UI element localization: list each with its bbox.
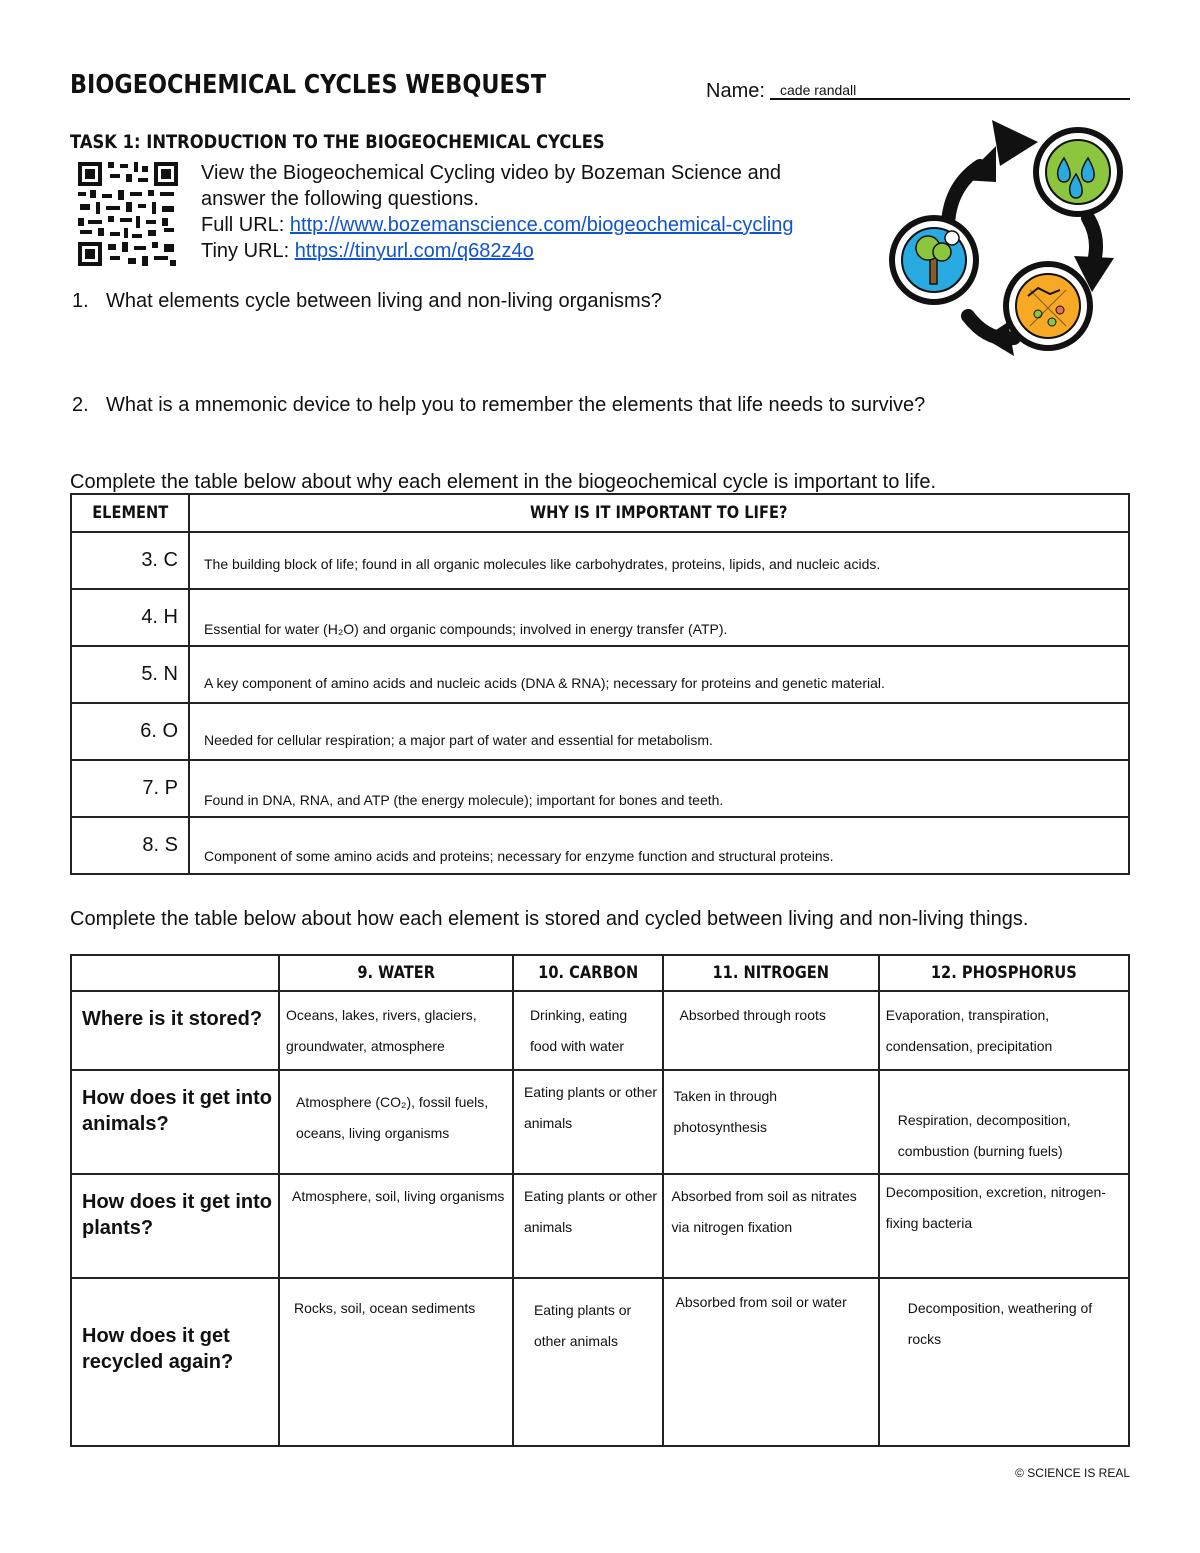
name-field[interactable]: cade randall bbox=[780, 82, 857, 98]
qr-code-icon bbox=[76, 160, 180, 268]
column-header: ELEMENT bbox=[71, 494, 189, 532]
table-row bbox=[71, 991, 1129, 1070]
answer-cell[interactable]: Atmosphere, soil, living organisms bbox=[279, 1174, 513, 1278]
answer-cell[interactable]: A key component of amino acids and nucleic acids (DNA & RNA); necessary for proteins and genetic material. bbox=[189, 646, 1129, 703]
task-instructions bbox=[201, 160, 793, 264]
row-header: How does it get into plants? bbox=[71, 1174, 279, 1278]
element-label: 3. C bbox=[71, 532, 189, 589]
column-header-nitrogen: 11. NITROGEN bbox=[663, 955, 879, 991]
table-row bbox=[71, 1070, 1129, 1174]
table1-instructions: Complete the table below about why each element in the biogeochemical cycle is important to life. bbox=[70, 471, 937, 493]
table-header-row bbox=[71, 494, 1129, 532]
table-row bbox=[71, 703, 1129, 760]
answer-cell[interactable]: Eating plants or other animals bbox=[513, 1278, 663, 1446]
answer-cell[interactable]: Eating plants or other animals bbox=[513, 1174, 663, 1278]
element-importance-table bbox=[70, 493, 1130, 875]
question-1 bbox=[72, 290, 662, 313]
table-row bbox=[71, 646, 1129, 703]
column-header-carbon: 10. CARBON bbox=[513, 955, 663, 991]
column-header-water: 9. WATER bbox=[279, 955, 513, 991]
name-line bbox=[770, 98, 1130, 100]
element-label: 6. O bbox=[71, 703, 189, 760]
question-number: 1. bbox=[72, 290, 89, 312]
answer-cell[interactable]: Needed for cellular respiration; a major part of water and essential for metabolism. bbox=[189, 703, 1129, 760]
tiny-url-label: Tiny URL: bbox=[201, 240, 295, 262]
answer-cell[interactable]: Component of some amino acids and proteins; necessary for enzyme function and structural proteins. bbox=[189, 817, 1129, 874]
question-text: What is a mnemonic device to help you to remember the elements that life needs to survive? bbox=[106, 394, 926, 416]
answer-cell[interactable]: Found in DNA, RNA, and ATP (the energy molecule); important for bones and teeth. bbox=[189, 760, 1129, 817]
answer-cell[interactable]: Respiration, decomposition, combustion (burning fuels) bbox=[879, 1070, 1129, 1174]
element-cycling-table bbox=[70, 954, 1130, 1447]
answer-cell[interactable]: Decomposition, excretion, nitrogen-fixing bacteria bbox=[879, 1174, 1129, 1278]
instruction-line-2: answer the following questions. bbox=[201, 188, 479, 210]
row-header: Where is it stored? bbox=[71, 991, 279, 1070]
task-heading: TASK 1: INTRODUCTION TO THE BIOGEOCHEMICAL CYCLES bbox=[70, 131, 605, 153]
answer-cell[interactable]: Evaporation, transpiration, condensation, precipitation bbox=[879, 991, 1129, 1070]
table-row bbox=[71, 817, 1129, 874]
answer-cell[interactable]: Atmosphere (CO₂), fossil fuels, oceans, living organisms bbox=[279, 1070, 513, 1174]
table-header-row bbox=[71, 955, 1129, 991]
biogeochemical-cycle-icon bbox=[888, 116, 1133, 356]
row-header: How does it get into animals? bbox=[71, 1070, 279, 1174]
question-2 bbox=[72, 394, 925, 417]
answer-cell[interactable]: Taken in through photosynthesis bbox=[663, 1070, 879, 1174]
table-row bbox=[71, 760, 1129, 817]
answer-cell[interactable]: Rocks, soil, ocean sediments bbox=[279, 1278, 513, 1446]
table2-instructions: Complete the table below about how each element is stored and cycled between living and non-living things. bbox=[70, 908, 1029, 930]
element-label: 5. N bbox=[71, 646, 189, 703]
question-number: 2. bbox=[72, 394, 89, 416]
column-header-phosphorus: 12. PHOSPHORUS bbox=[879, 955, 1129, 991]
element-label: 4. H bbox=[71, 589, 189, 646]
answer-cell[interactable]: Essential for water (H₂O) and organic compounds; involved in energy transfer (ATP). bbox=[189, 589, 1129, 646]
question-text: What elements cycle between living and non-living organisms? bbox=[106, 290, 662, 312]
copyright-footer: © SCIENCE IS REAL bbox=[1015, 1466, 1130, 1480]
tiny-url-row bbox=[201, 238, 793, 264]
column-header: WHY IS IT IMPORTANT TO LIFE? bbox=[189, 494, 1129, 532]
element-label: 8. S bbox=[71, 817, 189, 874]
element-label: 7. P bbox=[71, 760, 189, 817]
answer-cell[interactable]: Decomposition, weathering of rocks bbox=[879, 1278, 1129, 1446]
row-header: How does it get recycled again? bbox=[71, 1278, 279, 1446]
table-row bbox=[71, 1278, 1129, 1446]
table-row bbox=[71, 1174, 1129, 1278]
answer-cell[interactable]: Oceans, lakes, rivers, glaciers, groundwater, atmosphere bbox=[279, 991, 513, 1070]
page-title: BIOGEOCHEMICAL CYCLES WEBQUEST bbox=[70, 70, 547, 100]
table-row bbox=[71, 532, 1129, 589]
full-url-row bbox=[201, 212, 793, 238]
decomposition-icon bbox=[1006, 264, 1090, 348]
column-header bbox=[71, 955, 279, 991]
answer-cell[interactable]: Drinking, eating food with water bbox=[513, 991, 663, 1070]
answer-cell[interactable]: Absorbed from soil as nitrates via nitrogen fixation bbox=[663, 1174, 879, 1278]
answer-cell[interactable]: Absorbed from soil or water bbox=[663, 1278, 879, 1446]
tree-co2-icon bbox=[892, 218, 976, 302]
answer-cell[interactable]: Eating plants or other animals bbox=[513, 1070, 663, 1174]
answer-cell[interactable]: The building block of life; found in all organic molecules like carbohydrates, proteins, lipids, and nucleic acids. bbox=[189, 532, 1129, 589]
answer-cell[interactable]: Absorbed through roots bbox=[663, 991, 879, 1070]
full-url-link[interactable]: http://www.bozemanscience.com/biogeochemical-cycling bbox=[289, 214, 794, 236]
tiny-url-link[interactable]: https://tinyurl.com/q682z4o bbox=[294, 240, 534, 262]
table-row bbox=[71, 589, 1129, 646]
name-label: Name: bbox=[706, 80, 765, 102]
water-drops-icon bbox=[1036, 130, 1120, 214]
full-url-label: Full URL: bbox=[201, 214, 290, 236]
instruction-line-1: View the Biogeochemical Cycling video by Bozeman Science and bbox=[201, 162, 781, 184]
